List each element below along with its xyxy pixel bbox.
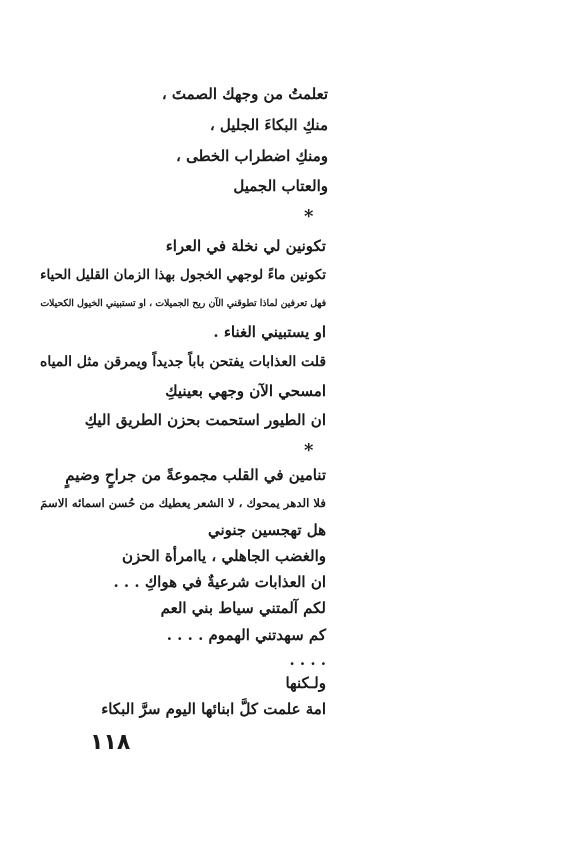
section-separator: * (304, 206, 314, 227)
poem-line: قلت العذابات يفتحن باباً جديداً ويمرقن مثل المياه (40, 354, 326, 370)
poem-line: ومنكِ اضطراب الخطى ، (176, 147, 328, 165)
poem-line: تكونين ماءً لوجهي الخجول بهذا الزمان القليل الحياء (40, 267, 326, 283)
poem-line: تكونين لي نخلة في العراء (165, 237, 326, 255)
section-separator: * (304, 440, 314, 461)
poem-line: تنامين في القلب مجموعةً من جراحٍ وضيمٍ (65, 466, 326, 484)
poem-line: ان الطيور استحمت بحزن الطريق اليكِ (84, 411, 326, 429)
poem-line: والعتاب الجميل (233, 177, 328, 195)
poem-line: منكِ البكاءَ الجليل ، (209, 116, 328, 134)
poem-line: تعلمتُ من وجهك الصمتَ ، (161, 85, 328, 103)
poem-line: فلا الدهر يمحوك ، لا الشعر يعطيك من حُسن اسمائه الاسمَ (40, 496, 326, 510)
poem-line: هل تهجسين جنوني (207, 521, 326, 539)
page-number: ١١٨ (90, 730, 131, 755)
poem-line: امة علمت كلَّ ابنائها اليوم سرَّ البكاء (101, 700, 326, 718)
poem-line: ولـكنها (285, 674, 326, 692)
poem-line: لكم آلمتني سياط بني العم (160, 599, 326, 617)
poem-line: . . . . (289, 651, 326, 669)
poem-line: كم سهدتني الهموم . . . . (166, 626, 326, 644)
poem-line: فهل تعرفين لماذا تطوقني الآن ريح الجميلات ، او تستبيني الخيول الكحيلات (40, 298, 326, 309)
poem-line: او يستبيني الغناء . (213, 323, 326, 341)
poem-line: ان العذابات شرعيةٌ في هواكِ . . . (113, 573, 326, 591)
poem-line: والغضب الجاهلي ، ياامرأة الحزن (121, 547, 326, 565)
poem-line: امسحي الآن وجهي بعينيكِ (165, 382, 326, 400)
